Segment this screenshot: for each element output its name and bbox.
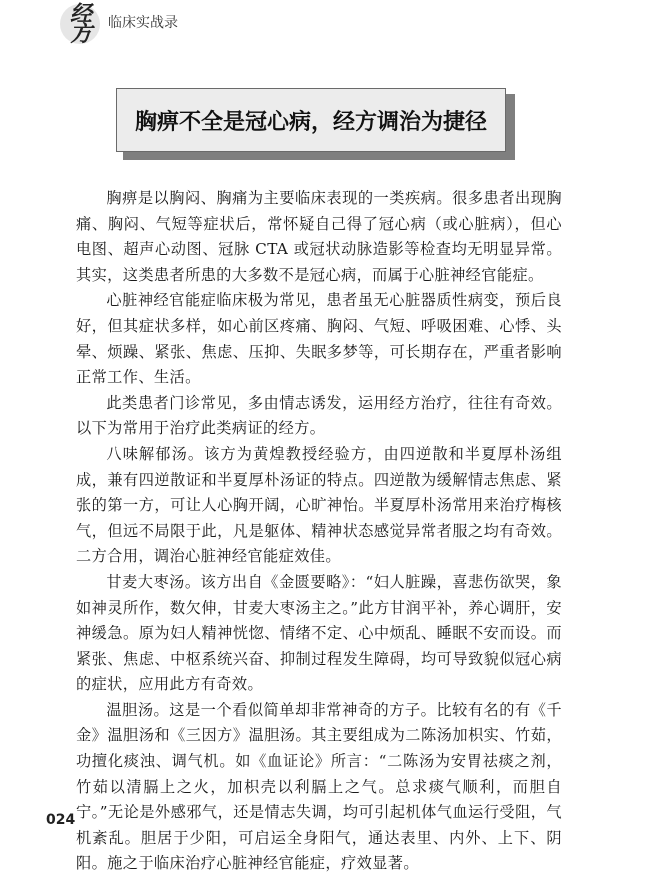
book-logo-text: 经方	[70, 1, 90, 47]
page-number: 024	[46, 812, 76, 828]
chapter-title-box	[116, 88, 506, 152]
paragraph: 甘麦大枣汤。该方出自《金匮要略》：“妇人脏躁，喜悲伤欲哭，象如神灵所作，数欠伸，甘麦大枣汤主之。”此方甘润平补，养心调肝，安神缓急。原为妇人精神恍惚、情绪不定、心中烦乱、睡眠不安而设。而紧张、焦虑、中枢系统兴奋、抑制过程发生障碍，均可导致貌似冠心病的症状，应用此方有奇效。	[76, 572, 562, 694]
paragraph: 此类患者门诊常见，多由情志诱发，运用经方治疗，往往有奇效。以下为常用于治疗此类病证的经方。	[76, 393, 562, 438]
body-text	[76, 186, 562, 877]
paragraph: 胸痹是以胸闷、胸痛为主要临床表现的一类疾病。很多患者出现胸痛、胸闷、气短等症状后，常怀疑自己得了冠心病（或心脏病），但心电图、超声心动图、冠脉 CTA 或冠状动脉造影等检查均无明显异常。其实，这类患者所患的大多数不是冠心病，而属于心脏神经官能症。	[76, 189, 562, 284]
paragraph: 八味解郁汤。该方为黄煌教授经验方，由四逆散和半夏厚朴汤组成，兼有四逆散证和半夏厚朴汤证的特点。四逆散为缓解情志焦虑、紧张的第一方，可让人心胸开阔，心旷神怡。半夏厚朴汤常用来治疗梅核气，但远不局限于此，凡是躯体、精神状态感觉异常者服之均有奇效。二方合用，调治心脏神经官能症效佳。	[76, 444, 562, 566]
paragraph: 心脏神经官能症临床极为常见，患者虽无心脏器质性病变，预后良好，但其症状多样，如心前区疼痛、胸闷、气短、呼吸困难、心悸、头晕、烦躁、紧张、焦虑、压抑、失眠多梦等，可长期存在，严重者影响正常工作、生活。	[76, 291, 562, 387]
chapter-title: 胸痹不全是冠心病，经方调治为捷径	[134, 109, 487, 135]
book-series-title: 临床实战录	[108, 15, 178, 31]
paragraph: 温胆汤。这是一个看似简单却非常神奇的方子。比较有名的有《千金》温胆汤和《三因方》温胆汤。其主要组成为二陈汤加枳实、竹茹，功擅化痰浊、调气机。如《血证论》所言：“二陈汤为安胃祛痰之剂，竹茹以清膈上之火，加枳壳以利膈上之气。总求痰气顺利，而胆自宁。”无论是外感邪气，还是情志失调，均可引起机体气血运行受阻，气机紊乱。胆居于少阳，可启运全身阳气，通达表里、内外、上下、阴阳。施之于临床治疗心脏神经官能症，疗效显著。	[76, 700, 562, 873]
running-header	[0, 0, 646, 47]
